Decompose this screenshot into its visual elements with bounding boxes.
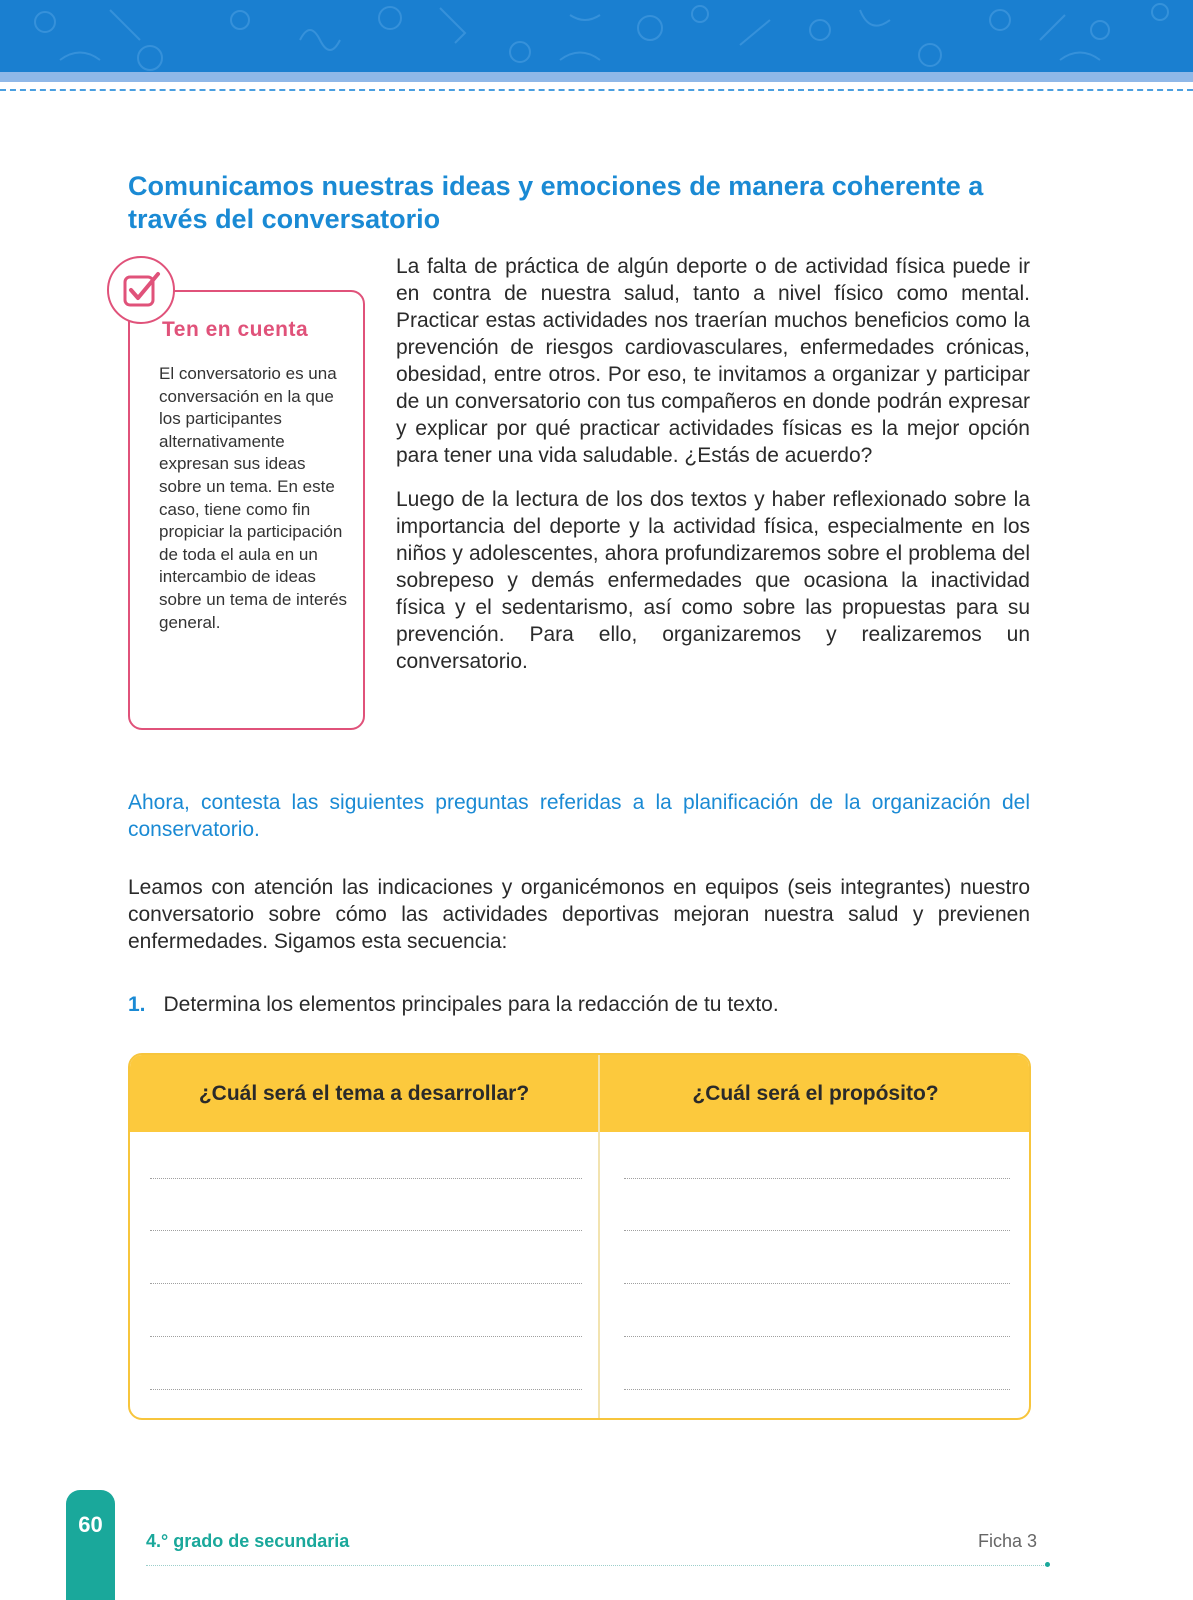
column-header-tema: ¿Cuál será el tema a desarrollar? — [198, 1082, 530, 1105]
header-stripe — [0, 72, 1193, 82]
answer-line-tema[interactable] — [150, 1178, 582, 1179]
answer-line-proposito[interactable] — [624, 1283, 1010, 1284]
step-1 — [128, 991, 1030, 1018]
answer-line-tema[interactable] — [150, 1389, 582, 1390]
answer-line-proposito[interactable] — [624, 1336, 1010, 1337]
answer-line-proposito[interactable] — [624, 1230, 1010, 1231]
planning-table — [128, 1053, 1031, 1420]
header-dashed-divider — [0, 89, 1193, 91]
step-text: Determina los elementos principales para la redacción de tu texto. — [163, 993, 779, 1016]
answer-line-tema[interactable] — [150, 1283, 582, 1284]
step-number: 1. — [128, 993, 146, 1016]
instruction-prompt: Ahora, contesta las siguientes preguntas referidas a la planificación de la organización del conservatorio. — [128, 791, 1030, 841]
page-number: 60 — [78, 1512, 103, 1537]
intro-text — [396, 253, 1030, 692]
note-text: El conversatorio es una conversación en la que los participantes alternativamente expresan sus ideas sobre un tema. En este caso, tiene como fin propiciar la participación de toda el aula en un intercambio de ideas sobre un tema de interés general. — [159, 364, 348, 632]
note-heading: Ten en cuenta — [162, 318, 309, 341]
note-icon-badge — [107, 256, 175, 324]
footer-dotted-line — [146, 1565, 1048, 1566]
ficha-label: Ficha 3 — [978, 1531, 1038, 1551]
answer-line-proposito[interactable] — [624, 1178, 1010, 1179]
answer-line-tema[interactable] — [150, 1336, 582, 1337]
grade-label: 4.° grado de secundaria — [146, 1531, 350, 1551]
answer-line-tema[interactable] — [150, 1230, 582, 1231]
column-header-proposito: ¿Cuál será el propósito? — [692, 1082, 939, 1105]
footer-dot — [1045, 1562, 1050, 1567]
intro-paragraph-2: Luego de la lectura de los dos textos y haber reflexionado sobre la importancia del deporte y la actividad física, especialmente en los niños y adolescentes, ahora profundizaremos sobre el problema del sobrepeso y demás enfermedades que ocasiona la inactividad física y el sedentarismo, así como sobre las propuestas para su prevención. Para ello, organizaremos y realizaremos un conversatorio. — [396, 488, 1030, 673]
checkbox-icon — [122, 270, 162, 310]
page-number-tab — [66, 1490, 115, 1600]
header-band — [0, 0, 1193, 72]
lead-paragraph: Leamos con atención las indicaciones y organicémonos en equipos (seis integrantes) nuestro conversatorio sobre cómo las actividades deportivas mejoran nuestra salud y previenen enfermedades. Sigamos esta secuencia: — [128, 876, 1030, 953]
page-title: Comunicamos nuestras ideas y emociones de manera coherente a través del conversatorio — [128, 171, 984, 234]
answer-line-proposito[interactable] — [624, 1389, 1010, 1390]
intro-paragraph-1: La falta de práctica de algún deporte o de actividad física puede ir en contra de nuestra salud, tanto a nivel físico como mental. Practicar estas actividades nos traerían muchos beneficios como la prevención de riesgos cardiovasculares, enfermedades crónicas, obesidad, entre otros. Por eso, te invitamos a organizar y participar de un conversatorio con tus compañeros en donde podrán expresar y explicar por qué practicar actividades físicas es la mejor opción para tener una vida saludable. ¿Estás de acuerdo? — [396, 255, 1030, 467]
doodle-pattern — [0, 0, 1193, 72]
